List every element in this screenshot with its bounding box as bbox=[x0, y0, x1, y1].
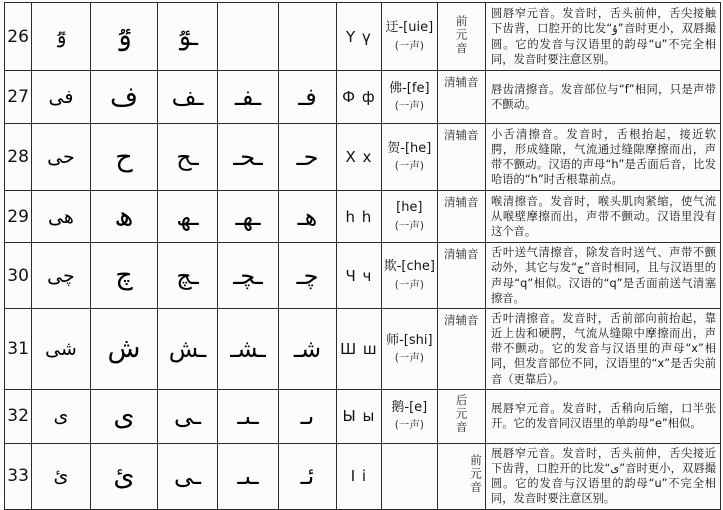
tone-note: (一声) bbox=[394, 219, 424, 232]
category-label: 清辅音 bbox=[443, 313, 479, 327]
pronunciation-cell bbox=[382, 309, 437, 390]
final-form: ـح bbox=[158, 124, 217, 191]
letter-name-form: ھى bbox=[32, 191, 90, 243]
isolated-form: ح bbox=[90, 124, 158, 191]
final-form: ـى bbox=[158, 443, 217, 509]
initial-form: شـ bbox=[279, 309, 336, 390]
final-form: ـف bbox=[158, 71, 217, 124]
category-cell bbox=[437, 389, 485, 443]
medial-form bbox=[217, 3, 279, 71]
medial-form: ـشـ bbox=[217, 309, 279, 390]
pronunciation-hint: 师-[shi] bbox=[386, 332, 433, 348]
description-cell: 圆唇窄元音。发音时，舌头前伸，舌尖接触下齿背，口腔开的比发“ۇ”音时更小，双唇撮圆。它的发音与汉语里的韵母“u”不完全相同，发音时要注意区别。 bbox=[485, 3, 720, 71]
pronunciation-cell bbox=[382, 243, 437, 309]
row-number: 28 bbox=[5, 124, 32, 191]
isolated-form: ئ bbox=[90, 443, 158, 509]
description-cell: 小舌清擦音。发音时，舌根抬起，接近软腭，形成缝隙，气流通过缝隙摩擦而出，声带不颤动。汉语的声母“h”是舌面后音，比发哈语的“h”时舌根靠前点。 bbox=[485, 124, 720, 191]
table-row bbox=[5, 124, 721, 191]
pronunciation-cell bbox=[382, 443, 437, 509]
table-row bbox=[5, 389, 721, 443]
medial-form: ـچـ bbox=[217, 243, 279, 309]
tone-note: (一声) bbox=[394, 160, 424, 173]
final-form: ـٷ bbox=[158, 3, 217, 71]
letter-name-form: ٷ bbox=[32, 3, 90, 71]
medial-form: ـھـ bbox=[217, 191, 279, 243]
initial-form: ىـ bbox=[279, 389, 336, 443]
cyrillic-equivalent: Ү ү bbox=[336, 3, 381, 71]
letter-name-form: شى bbox=[32, 309, 90, 390]
category-label: 清辅音 bbox=[443, 75, 479, 89]
category-cell bbox=[437, 443, 485, 509]
description-cell: 喉清擦音。发音时，喉头肌肉紧缩，使气流从喉壁摩擦而出，声带不颤动。汉语里没有这个音。 bbox=[485, 191, 720, 243]
description-cell: 舌叶清擦音。发音时，舌前部向前抬起，靠近上齿和硬腭，气流从缝隙中摩擦而出，声带不颤动。它的发音与汉语里的声母“x”相同，但发音部位不同，汉语里的“x”是舌尖前音（更靠后）。 bbox=[485, 309, 720, 390]
table-row bbox=[5, 3, 721, 71]
row-number: 32 bbox=[5, 389, 32, 443]
description-cell: 展唇窄元音。发音时，舌稍向后缩，口半张开。它的发音同汉语里的单韵母“e”相似。 bbox=[485, 389, 720, 443]
row-number: 27 bbox=[5, 71, 32, 124]
initial-form bbox=[279, 3, 336, 71]
final-form: ـش bbox=[158, 309, 217, 390]
letter-name-form: ى bbox=[32, 389, 90, 443]
table-row bbox=[5, 243, 721, 309]
category-cell bbox=[437, 71, 485, 124]
pronunciation-cell bbox=[382, 71, 437, 124]
table-row bbox=[5, 71, 721, 124]
category-label: 清辅音 bbox=[443, 195, 479, 209]
category-label: 前元音 bbox=[454, 14, 469, 56]
isolated-form: ف bbox=[90, 71, 158, 124]
alphabet-table bbox=[4, 2, 721, 510]
letter-name-form: حى bbox=[32, 124, 90, 191]
initial-form: ھـ bbox=[279, 191, 336, 243]
category-cell bbox=[437, 3, 485, 71]
row-number: 30 bbox=[5, 243, 32, 309]
table-row bbox=[5, 191, 721, 243]
isolated-form: چ bbox=[90, 243, 158, 309]
tone-note: (一声) bbox=[394, 351, 424, 364]
table-row bbox=[5, 309, 721, 390]
table-row bbox=[5, 443, 721, 509]
pronunciation-hint: 贺-[he] bbox=[387, 140, 432, 156]
pronunciation-hint: 迂-[uie] bbox=[385, 20, 434, 36]
initial-form: چـ bbox=[279, 243, 336, 309]
letter-name-form: ئ bbox=[32, 443, 90, 509]
medial-form: ـىـ bbox=[217, 389, 279, 443]
cyrillic-equivalent: h h bbox=[336, 191, 381, 243]
tone-note: (一声) bbox=[394, 100, 424, 113]
category-label: 前元音 bbox=[468, 454, 483, 495]
tone-note: (一声) bbox=[394, 278, 424, 291]
category-cell bbox=[437, 191, 485, 243]
pronunciation-cell bbox=[382, 191, 437, 243]
cyrillic-equivalent: Х х bbox=[336, 124, 381, 191]
isolated-form: ھ bbox=[90, 191, 158, 243]
final-form: ـچ bbox=[158, 243, 217, 309]
pronunciation-cell bbox=[382, 3, 437, 71]
isolated-form: ش bbox=[90, 309, 158, 390]
pronunciation-hint: 鹅-[e] bbox=[391, 400, 428, 415]
final-form: ـھ bbox=[158, 191, 217, 243]
pronunciation-cell bbox=[382, 124, 437, 191]
letter-name-form: چى bbox=[32, 243, 90, 309]
cyrillic-equivalent: I i bbox=[336, 443, 381, 509]
description-cell: 舌叶送气清擦音，除发音时送气、声带不颤动外，其它与发“ج”音时相同，且与汉语里的声母“q”相似。汉语的“q”是舌面前送气清塞擦音。 bbox=[485, 243, 720, 309]
category-label: 清辅音 bbox=[443, 247, 479, 261]
category-cell bbox=[437, 309, 485, 390]
initial-form: فـ bbox=[279, 71, 336, 124]
description-cell: 展唇窄元音。发音时，舌头前伸，舌尖接近下齿背，口腔开的比发“ى”音时更小，双唇撮圆。它的发音与汉语里的韵母“u”不完全相同，发音时要注意区别。 bbox=[485, 443, 720, 509]
row-number: 33 bbox=[5, 443, 32, 509]
pronunciation-hint: 佛-[fe] bbox=[389, 80, 430, 96]
isolated-form: ٷ bbox=[90, 3, 158, 71]
cyrillic-equivalent: Ш ш bbox=[336, 309, 381, 390]
cyrillic-equivalent: Ы ы bbox=[336, 389, 381, 443]
medial-form: ـحـ bbox=[217, 124, 279, 191]
medial-form: ـىـ bbox=[217, 443, 279, 509]
final-form: ـى bbox=[158, 389, 217, 443]
isolated-form: ى bbox=[90, 389, 158, 443]
initial-form: ئـ bbox=[279, 443, 336, 509]
pronunciation-cell bbox=[382, 389, 437, 443]
row-number: 29 bbox=[5, 191, 32, 243]
row-number: 31 bbox=[5, 309, 32, 390]
row-number: 26 bbox=[5, 3, 32, 71]
category-cell bbox=[437, 243, 485, 309]
pronunciation-hint: 欺-[che] bbox=[383, 259, 435, 275]
medial-form: ـفـ bbox=[217, 71, 279, 124]
category-cell bbox=[437, 124, 485, 191]
cyrillic-equivalent: Ф ф bbox=[336, 71, 381, 124]
pronunciation-hint: [he] bbox=[396, 200, 423, 216]
description-cell: 唇齿清擦音。发音部位与“f”相同，只是声带不颤动。 bbox=[485, 71, 720, 124]
category-label: 后元音 bbox=[454, 394, 469, 435]
cyrillic-equivalent: Ч ч bbox=[336, 243, 381, 309]
tone-note: (一声) bbox=[394, 39, 424, 52]
letter-name-form: فى bbox=[32, 71, 90, 124]
tone-note: (一声) bbox=[394, 419, 424, 432]
category-label: 清辅音 bbox=[443, 128, 479, 142]
initial-form: حـ bbox=[279, 124, 336, 191]
